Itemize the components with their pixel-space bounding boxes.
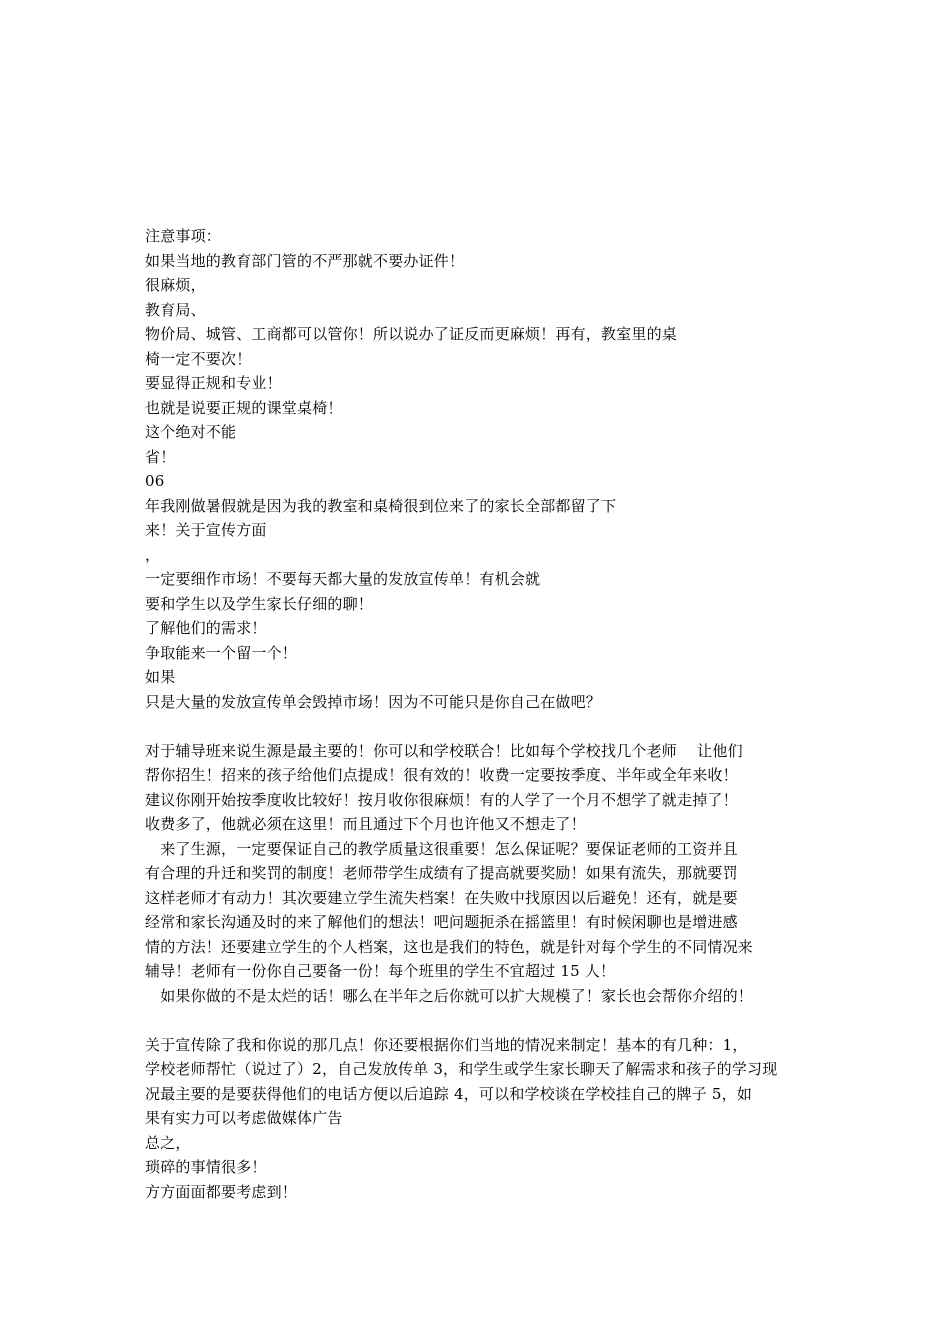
text-line: 如果你做的不是太烂的话！哪么在半年之后你就可以扩大规模了！家长也会帮你介绍的！ <box>145 986 754 1005</box>
text-line: 帮你招生！招来的孩子给他们点提成！很有效的！收费一定要按季度、半年或全年来收！ <box>145 766 738 784</box>
paragraph-gap <box>145 714 825 739</box>
text-line: 06 <box>145 472 165 490</box>
text-line: 这个绝对不能 <box>145 423 237 441</box>
text-line: 来了生源，一定要保证自己的教学质量这很重要！怎么保证呢？要保证老师的工资并且 <box>145 839 738 858</box>
text-line: 如果当地的教育部门管的不严那就不要办证件！ <box>145 251 465 270</box>
text-line: 总之， <box>145 1133 191 1152</box>
document-body <box>145 224 825 1204</box>
text-line: 这样老师才有动力！其次要建立学生流失档案！在失败中找原因以后避免！还有，就是要 <box>145 888 738 907</box>
text-line: 很麻烦， <box>145 276 206 294</box>
text-line: 注意事项： <box>145 227 222 245</box>
text-line: 年我刚做暑假就是因为我的教室和桌椅很到位来了的家长全部都留了下 <box>145 496 617 515</box>
text-line: 争取能来一个留一个！ <box>145 643 298 662</box>
text-line: 学校老师帮忙（说过了）2，自己发放传单 3，和学生或学生家长聊天了解需求和孩子的学习现 <box>145 1060 778 1078</box>
text-line: 方方面面都要考虑到！ <box>145 1182 298 1201</box>
section-promotion <box>145 1033 825 1205</box>
text-line: 要和学生以及学生家长仔细的聊！ <box>145 594 374 613</box>
text-line: 情的方法！还要建立学生的个人档案，这也是我们的特色，就是针对每个学生的不同情况来 <box>145 937 754 956</box>
text-line: 如果 <box>145 668 176 686</box>
text-line: 建议你刚开始按季度收比较好！按月收你很麻烦！有的人学了一个月不想学了就走掉了！ <box>145 790 738 809</box>
text-line: 果有实力可以考虑做媒体广告 <box>145 1109 343 1127</box>
text-line: 对于辅导班来说生源是最主要的！你可以和学校联合！比如每个学校找几个老师 让他们 <box>145 741 743 760</box>
text-line: 了解他们的需求！ <box>145 619 267 637</box>
section-enrollment <box>145 739 825 1009</box>
text-line: 琐碎的事情很多！ <box>145 1158 267 1176</box>
text-line: 关于宣传除了我和你说的那几点！你还要根据你们当地的情况来制定！基本的有几种：1， <box>145 1035 748 1054</box>
text-line: 也就是说要正规的课堂桌椅！ <box>145 398 343 417</box>
text-line: 况最主要的是要获得他们的电话方便以后追踪 4，可以和学校谈在学校挂自己的牌子 5，如 <box>145 1084 753 1103</box>
text-line: 要显得正规和专业！ <box>145 374 282 392</box>
text-line: 一定要细作市场！不要每天都大量的发放宣传单！有机会就 <box>145 570 541 588</box>
paragraph-gap <box>145 1008 825 1033</box>
text-line: 教育局、 <box>145 300 206 319</box>
text-line: 收费多了，他就必须在这里！而且通过下个月也许他又不想走了！ <box>145 815 586 833</box>
text-line: 椅一定不要次！ <box>145 349 252 368</box>
text-line: 物价局、城管、工商都可以管你！所以说办了证反而更麻烦！再有，教室里的桌 <box>145 325 678 343</box>
text-line: 有合理的升迁和奖罚的制度！老师带学生成绩有了提高就要奖励！如果有流失，那就要罚 <box>145 864 738 882</box>
text-line: 经常和家长沟通及时的来了解他们的想法！吧问题扼杀在摇篮里！有时候闲聊也是增进感 <box>145 913 738 931</box>
text-line: 辅导！老师有一份你自己要备一份！每个班里的学生不宜超过 15 人！ <box>145 962 616 980</box>
text-line: 来！关于宣传方面 <box>145 521 267 539</box>
text-line: 只是大量的发放宣传单会毁掉市场！因为不可能只是你自己在做吧？ <box>145 692 602 711</box>
section-notes <box>145 224 825 714</box>
text-line: ， <box>145 545 161 564</box>
text-line: 省！ <box>145 447 176 466</box>
